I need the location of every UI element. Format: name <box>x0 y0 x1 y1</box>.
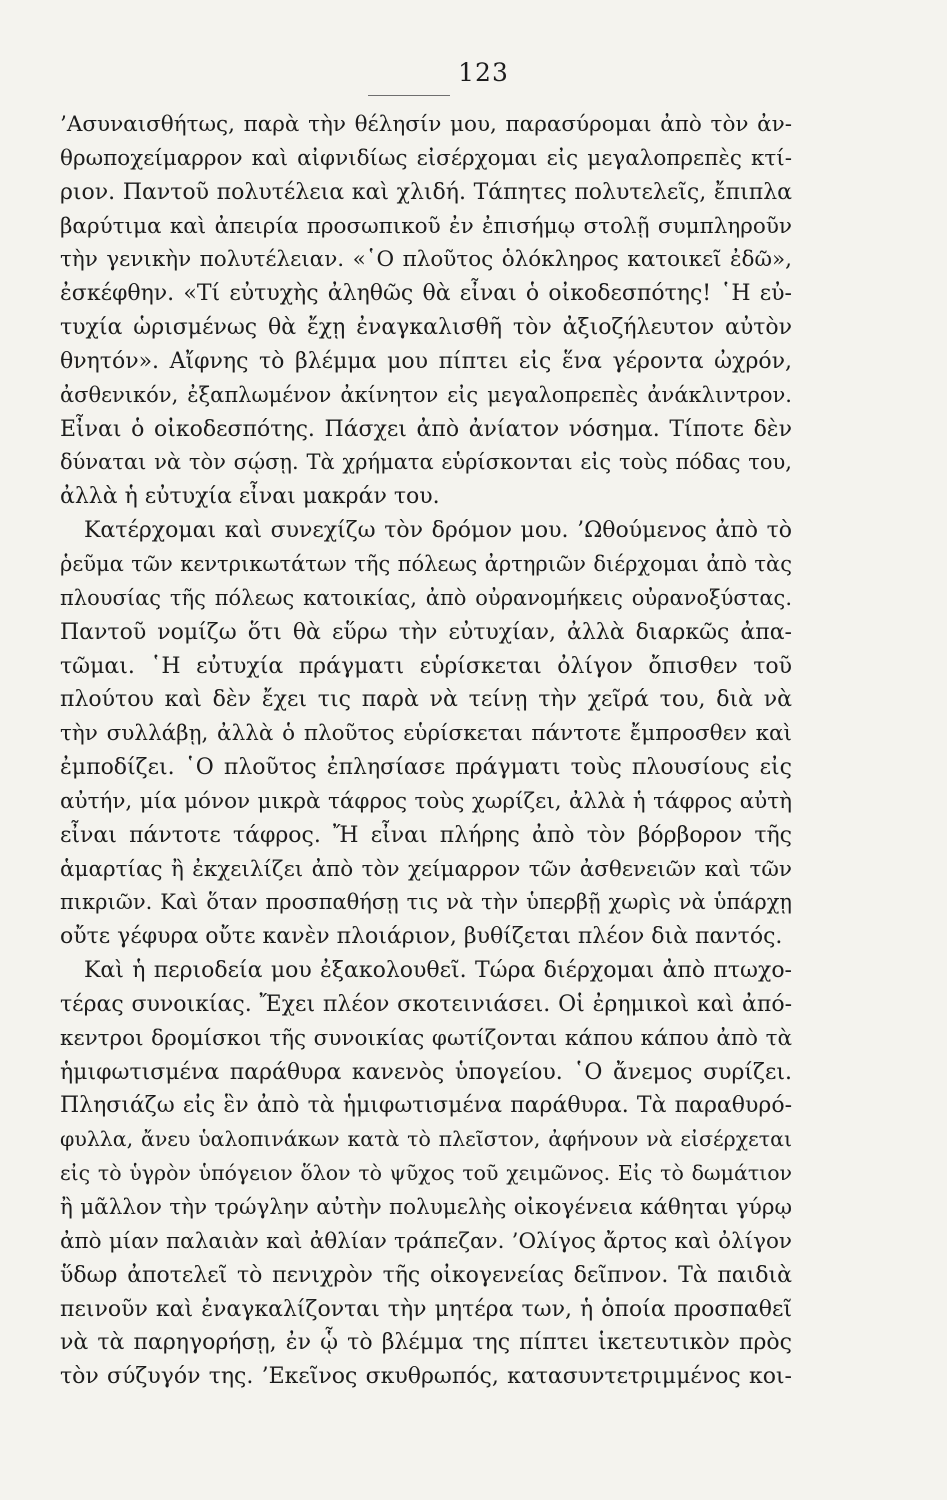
text-line: Κατέρχομαι καὶ συνεχίζω τὸν δρόμον μου. ’Ωθούμενος ἀπὸ τὸ <box>84 518 792 544</box>
text-line: ἐσκέφθην. «Τί εὐτυχὴς ἀληθῶς θὰ εἶναι ὁ οἰκοδεσπότης! ῾Η εὐ- <box>60 281 792 307</box>
text-line: οὔτε γέφυρα οὔτε κανὲν πλοιάριον, βυθίζεται πλέον διὰ παντός. <box>60 924 783 950</box>
text-line: τέρας συνοικίας. Ἔχει πλέον σκοτεινιάσει. Οἱ ἐρημικοὶ καὶ ἀπό- <box>60 991 792 1017</box>
text-line: εἰς τὸ ὑγρὸν ὑπόγειον ὅλον τὸ ψῦχος τοῦ χειμῶνος. Εἰς τὸ δωμάτιον <box>60 1161 792 1186</box>
text-line: ἀσθενικόν, ἐξαπλωμένον ἀκίνητον εἰς μεγαλοπρεπὲς ἀνάκλιντρον. <box>60 382 792 407</box>
text-line: τὴν συλλάβῃ, ἀλλὰ ὁ πλοῦτος εὑρίσκεται πάντοτε ἔμπροσθεν καὶ <box>60 721 792 747</box>
text-line: ἐμποδίζει. ῾Ο πλοῦτος ἐπλησίασε πράγματι τοὺς πλουσίους εἰς <box>60 755 792 781</box>
text-line: Πλησιάζω εἰς ἓν ἀπὸ τὰ ἡμιφωτισμένα παράθυρα. Τὰ παραθυρό- <box>60 1093 792 1119</box>
text-line: κεντροι δρομίσκοι τῆς συνοικίας φωτίζονται κάπου κάπου ἀπὸ τὰ <box>60 1025 792 1051</box>
text-line: Παντοῦ νομίζω ὅτι θὰ εὕρω τὴν εὐτυχίαν, ἀλλὰ διαρκῶς ἀπα- <box>60 619 792 645</box>
page-number: 123 <box>458 58 509 87</box>
text-line: πλούτου καὶ δὲν ἔχει τις παρὰ νὰ τείνῃ τὴν χεῖρά του, διὰ νὰ <box>60 687 792 713</box>
text-line: τὴν γενικὴν πολυτέλειαν. «῾Ο πλοῦτος ὁλόκληρος κατοικεῖ ἐδῶ», <box>60 247 792 273</box>
text-line: θνητόν». Αἴφνης τὸ βλέμμα μου πίπτει εἰς ἕνα γέροντα ὠχρόν, <box>60 348 792 374</box>
text-line: ἀλλὰ ἡ εὐτυχία εἶναι μακράν του. <box>60 484 440 510</box>
text-line: τὸν σύζυγόν της. ’Εκεῖνος σκυθρωπός, κατασυντετριμμένος κοι- <box>60 1364 792 1390</box>
text-line: ἢ μᾶλλον τὴν τρώγλην αὐτὴν πολυμελὴς οἰκογένεια κάθηται γύρῳ <box>60 1195 792 1220</box>
text-line: φυλλα, ἄνευ ὑαλοπινάκων κατὰ τὸ πλεῖστον, ἀφήνουν νὰ εἰσέρχεται <box>60 1127 792 1152</box>
text-line: εἶναι πάντοτε τάφρος. Ἤ εἶναι πλήρης ἀπὸ τὸν βόρβορον τῆς <box>60 822 792 848</box>
text-line: ἡμιφωτισμένα παράθυρα κανενὸς ὑπογείου. ῾Ο ἄνεμος συρίζει. <box>60 1059 792 1085</box>
text-line: δύναται νὰ τὸν σῴσῃ. Τὰ χρήματα εὑρίσκονται εἰς τοὺς πόδας του, <box>60 450 792 475</box>
text-line: θρωποχείμαρρον καὶ αἰφνιδίως εἰσέρχομαι εἰς μεγαλοπρεπὲς κτί- <box>60 145 792 171</box>
text-line: ὕδωρ ἀποτελεῖ τὸ πενιχρὸν τῆς οἰκογενείας δεῖπνον. Τὰ παιδιὰ <box>60 1262 792 1288</box>
text-line: ’Ασυναισθήτως, παρὰ τὴν θέλησίν μου, παρασύρομαι ἀπὸ τὸν ἀν- <box>60 112 792 137</box>
text-line: ἀπὸ μίαν παλαιὰν καὶ ἀθλίαν τράπεζαν. ’Ολίγος ἄρτος καὶ ὀλίγον <box>60 1228 792 1254</box>
text-line: ἁμαρτίας ἢ ἐκχειλίζει ἀπὸ τὸν χείμαρρον τῶν ἀσθενειῶν καὶ τῶν <box>60 856 792 882</box>
text-line: βαρύτιμα καὶ ἀπειρία προσωπικοῦ ἐν ἐπισήμῳ στολῇ συμπληροῦν <box>60 213 792 239</box>
text-line: ῥεῦμα τῶν κεντρικωτάτων τῆς πόλεως ἀρτηριῶν διέρχομαι ἀπὸ τὰς <box>60 551 792 576</box>
text-line: πλουσίας τῆς πόλεως κατοικίας, ἀπὸ οὐρανομήκεις οὐρανοξύστας. <box>60 585 792 610</box>
text-line: Καὶ ἡ περιοδεία μου ἐξακολουθεῖ. Τώρα διέρχομαι ἀπὸ πτωχο- <box>84 958 792 984</box>
text-line: τυχία ὡρισμένως θὰ ἔχῃ ἐναγκαλισθῆ τὸν ἀξιοζήλευτον αὐτὸν <box>60 315 792 341</box>
text-line: Εἶναι ὁ οἰκοδεσπότης. Πάσχει ἀπὸ ἀνίατον νόσημα. Τίποτε δὲν <box>60 416 792 442</box>
text-line: τῶμαι. ῾Η εὐτυχία πράγματι εὑρίσκεται ὀλίγον ὄπισθεν τοῦ <box>60 653 792 679</box>
text-line: νὰ τὰ παρηγορήσῃ, ἐν ᾧ τὸ βλέμμα της πίπτει ἱκετευτικὸν πρὸς <box>60 1330 792 1356</box>
text-line: ριον. Παντοῦ πολυτέλεια καὶ χλιδή. Τάπητες πολυτελεῖς, ἔπιπλα <box>60 179 792 205</box>
body-text <box>60 108 792 1394</box>
text-line: πικριῶν. Καὶ ὅταν προσπαθήσῃ τις νὰ τὴν ὑπερβῇ χωρὶς νὰ ὑπάρχῃ <box>60 890 792 915</box>
text-line: πεινοῦν καὶ ἐναγκαλίζονται τὴν μητέρα των, ἡ ὁποία προσπαθεῖ <box>60 1296 792 1322</box>
text-line: αὐτήν, μία μόνον μικρὰ τάφρος τοὺς χωρίζει, ἀλλὰ ἡ τάφρος αὐτὴ <box>60 788 792 814</box>
header-rule <box>368 95 450 96</box>
